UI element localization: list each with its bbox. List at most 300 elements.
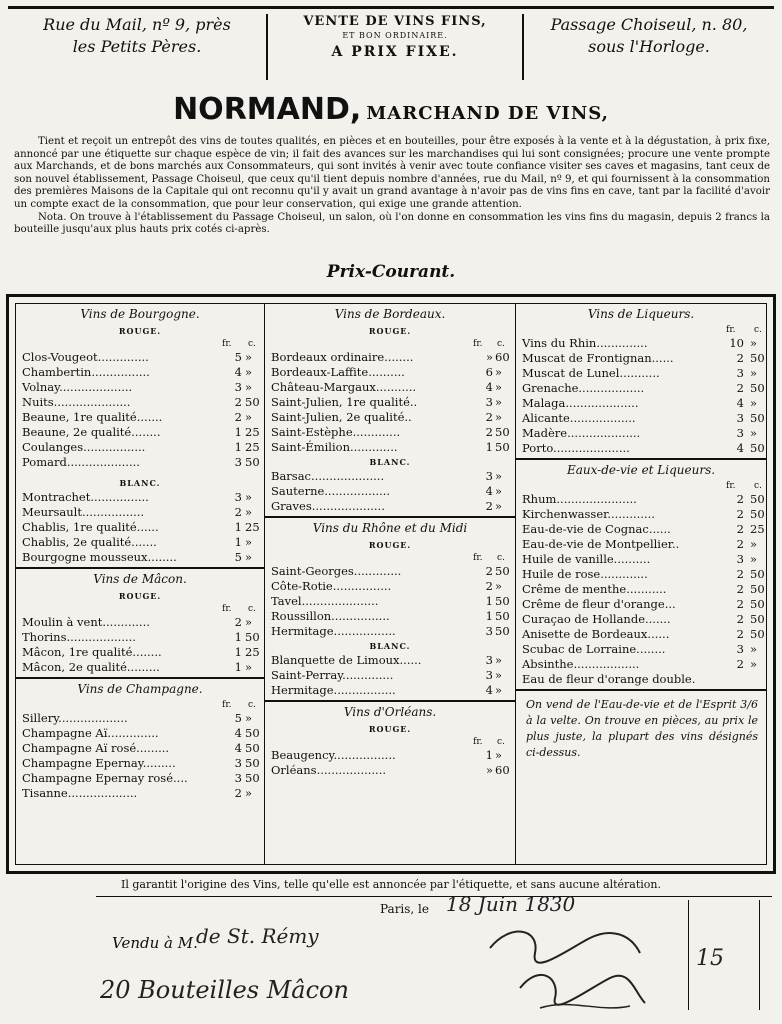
wine-name: Beaune, 2e qualité........ (22, 425, 161, 439)
wine-name: Champagne Aï.............. (22, 726, 159, 740)
price-centimes: » (495, 748, 503, 762)
price-row (16, 535, 264, 550)
price-francs: 4 (736, 396, 744, 410)
price-francs: 4 (736, 441, 744, 455)
handwritten-date: 18 Juin 1830 (446, 892, 576, 916)
price-centimes: 50 (750, 351, 765, 365)
price-francs: 2 (736, 507, 744, 521)
price-francs: 2 (234, 615, 242, 629)
wine-name: Porto..................... (522, 441, 630, 455)
wine-name: Beaugency................. (271, 748, 396, 762)
wine-name: Huile de vanille.......... (522, 552, 651, 566)
subheading-blanc: BLANC. (119, 478, 161, 488)
price-row (16, 490, 264, 505)
price-francs: 2 (736, 522, 744, 536)
subheading-rouge: ROUGE. (118, 326, 162, 336)
unit-c: c. (248, 339, 256, 349)
wine-name: Blanquette de Limoux...... (271, 653, 422, 667)
price-row (16, 645, 264, 660)
price-row (516, 366, 766, 381)
price-francs: 1 (234, 425, 242, 439)
wine-name: Champagne Epernay rosé.... (22, 771, 188, 785)
price-list-heading: Prix-Courant. (326, 262, 456, 282)
price-centimes: » (750, 642, 758, 656)
price-francs: 3 (485, 624, 493, 638)
wine-name: Alicante.................. (522, 411, 636, 425)
price-row (16, 660, 264, 675)
price-row (516, 336, 766, 351)
price-centimes: » (495, 410, 503, 424)
price-centimes: » (245, 535, 253, 549)
price-row (16, 726, 264, 741)
wine-name: Chambertin................ (22, 365, 150, 379)
price-centimes: » (245, 350, 253, 364)
price-row (16, 786, 264, 801)
price-francs: 2 (485, 564, 493, 578)
wine-name: Saint-Julien, 2e qualité.. (271, 410, 412, 424)
price-row (265, 624, 515, 639)
price-row (265, 609, 515, 624)
price-centimes: » (495, 579, 503, 593)
price-centimes: 50 (750, 492, 765, 506)
price-francs: 1 (485, 609, 493, 623)
wine-name: Tavel..................... (271, 594, 379, 608)
unit-header (265, 736, 515, 748)
price-centimes: 50 (495, 609, 510, 623)
price-francs: 2 (736, 597, 744, 611)
list-orleans-rouge (265, 748, 515, 778)
wine-name: Crême de menthe........... (522, 582, 667, 596)
price-francs: 4 (234, 726, 242, 740)
price-francs: 3 (234, 771, 242, 785)
header-center (270, 14, 520, 60)
price-francs: 4 (485, 380, 493, 394)
price-row (516, 642, 766, 657)
price-centimes: » (245, 380, 253, 394)
wine-name: Saint-Perray.............. (271, 668, 394, 682)
price-francs: 3 (485, 668, 493, 682)
header-address-right (522, 14, 774, 80)
section-title-rhone: Vins du Rhône et du Midi (312, 521, 468, 535)
list-eaux-de-vie (516, 492, 766, 687)
price-centimes: 50 (245, 741, 260, 755)
price-centimes: » (495, 365, 503, 379)
price-centimes: 50 (750, 411, 765, 425)
wine-name: Muscat de Lunel........... (522, 366, 660, 380)
wine-name: Côte-Rotie................ (271, 579, 392, 593)
price-francs: 3 (485, 469, 493, 483)
wine-name: Mâcon, 1re qualité........ (22, 645, 162, 659)
wine-name: Malaga.................... (522, 396, 639, 410)
subheading-blanc: BLANC. (369, 457, 411, 467)
wine-name: Montrachet................ (22, 490, 149, 504)
price-centimes: 25 (245, 440, 260, 454)
price-francs: 3 (736, 426, 744, 440)
wine-name: Hermitage................. (271, 683, 396, 697)
column-3 (516, 304, 766, 864)
price-francs: » (485, 763, 493, 777)
price-francs: 1 (234, 520, 242, 534)
price-row (516, 672, 766, 687)
unit-fr: fr. (222, 604, 232, 614)
price-francs: 5 (234, 350, 242, 364)
price-row (265, 653, 515, 668)
price-centimes: » (245, 660, 253, 674)
header-center-line-1: VENTE DE VINS FINS, (303, 14, 487, 29)
price-row (16, 395, 264, 410)
price-francs: 2 (485, 410, 493, 424)
price-centimes: » (750, 657, 758, 671)
price-row (516, 567, 766, 582)
price-row (16, 410, 264, 425)
price-centimes: 50 (245, 630, 260, 644)
unit-header (16, 338, 264, 350)
price-centimes: » (750, 426, 758, 440)
price-row (16, 425, 264, 440)
price-row (516, 381, 766, 396)
merchant-name: NORMAND, (173, 92, 362, 127)
price-row (16, 771, 264, 786)
section-title-macon: Vins de Mâcon. (93, 572, 187, 586)
handwritten-amount: 15 (696, 946, 724, 971)
price-francs: 3 (736, 552, 744, 566)
price-centimes: 50 (750, 582, 765, 596)
wine-name: Kirchenwasser............. (522, 507, 655, 521)
price-centimes: 50 (245, 756, 260, 770)
price-francs: 2 (736, 582, 744, 596)
unit-header (16, 699, 264, 711)
subheading-rouge: ROUGE. (118, 591, 162, 601)
price-centimes: 50 (750, 627, 765, 641)
price-francs: 2 (485, 425, 493, 439)
unit-header (16, 603, 264, 615)
wine-name: Thorins................... (22, 630, 136, 644)
price-francs: 4 (485, 484, 493, 498)
column-1 (16, 304, 265, 864)
price-centimes: 60 (495, 350, 510, 364)
merchant-trade: MARCHAND DE VINS, (366, 103, 609, 124)
wine-name: Absinthe.................. (522, 657, 640, 671)
price-centimes: 50 (245, 726, 260, 740)
price-francs: » (485, 350, 493, 364)
wine-name: Saint-Julien, 1re qualité.. (271, 395, 418, 409)
list-macon-rouge (16, 615, 264, 675)
nota-paragraph: Nota. On trouve à l'établissement du Passage Choiseul, un salon, où l'on donne en consommation les vins fins du magasin, depuis 2 francs la bouteille jusqu'aux plus hauts prix cotés ci-après. (14, 211, 770, 236)
wine-name: Saint-Georges............. (271, 564, 402, 578)
wine-name: Eau de fleur d'orange double. (522, 672, 696, 686)
header-rule (8, 6, 774, 9)
price-francs: 3 (736, 642, 744, 656)
price-centimes: 50 (750, 567, 765, 581)
header-center-line-2: ET BON ORDINAIRE. (342, 31, 448, 40)
price-centimes: 50 (750, 507, 765, 521)
price-row (16, 455, 264, 470)
price-francs: 1 (234, 535, 242, 549)
handwritten-buyer: de St. Rémy (196, 924, 319, 948)
wine-name: Scubac de Lorraine........ (522, 642, 666, 656)
unit-c: c. (497, 553, 505, 563)
subheading-rouge: ROUGE. (368, 326, 412, 336)
price-francs: 2 (736, 627, 744, 641)
price-row (265, 469, 515, 484)
wine-name: Graves.................... (271, 499, 385, 513)
price-francs: 2 (736, 351, 744, 365)
section-title-eaux-de-vie: Eaux-de-vie et Liqueurs. (566, 463, 716, 477)
price-centimes: » (245, 550, 253, 564)
subheading-blanc: BLANC. (369, 641, 411, 651)
price-francs: 3 (234, 380, 242, 394)
wine-name: Tisanne................... (22, 786, 138, 800)
price-centimes: 50 (495, 624, 510, 638)
price-francs: 2 (234, 410, 242, 424)
price-row (516, 657, 766, 672)
price-centimes: » (750, 552, 758, 566)
wine-name: Moulin à vent............. (22, 615, 150, 629)
address-right-line-1: Passage Choiseul, n. 80, (550, 15, 748, 34)
unit-c: c. (248, 604, 256, 614)
price-francs: 2 (736, 381, 744, 395)
price-centimes: 25 (245, 520, 260, 534)
price-centimes: » (495, 668, 503, 682)
price-centimes: 25 (750, 522, 765, 536)
price-centimes: » (245, 365, 253, 379)
price-francs: 3 (485, 653, 493, 667)
price-row (265, 594, 515, 609)
price-row (516, 582, 766, 597)
wine-name: Champagne Epernay......... (22, 756, 176, 770)
price-row (516, 492, 766, 507)
price-row (265, 365, 515, 380)
price-row (265, 668, 515, 683)
price-centimes: » (495, 683, 503, 697)
section-title-champagne: Vins de Champagne. (77, 682, 203, 696)
price-row (265, 350, 515, 365)
unit-fr: fr. (222, 339, 232, 349)
price-row (516, 522, 766, 537)
unit-header (516, 480, 766, 492)
price-row (16, 350, 264, 365)
price-row (516, 507, 766, 522)
unit-c: c. (754, 481, 762, 491)
wine-name: Pomard.................... (22, 455, 140, 469)
wine-name: Saint-Émilion............. (271, 440, 398, 454)
price-francs: 10 (729, 336, 744, 350)
price-centimes: 50 (245, 395, 260, 409)
price-row (16, 380, 264, 395)
price-francs: 2 (485, 499, 493, 513)
price-row (16, 520, 264, 535)
price-centimes: 25 (245, 425, 260, 439)
section-title-orleans: Vins d'Orléans. (343, 705, 437, 719)
wine-name: Coulanges................. (22, 440, 146, 454)
price-francs: 2 (736, 657, 744, 671)
wine-name: Orléans................... (271, 763, 387, 777)
wine-name: Mâcon, 2e qualité......... (22, 660, 160, 674)
section-title-bourgogne: Vins de Bourgogne. (80, 307, 200, 321)
price-francs: 3 (234, 756, 242, 770)
price-row (516, 597, 766, 612)
wine-name: Anisette de Bordeaux...... (522, 627, 670, 641)
price-centimes: » (495, 653, 503, 667)
wine-name: Clos-Vougeot.............. (22, 350, 149, 364)
header-center-line-3: A PRIX FIXE. (331, 44, 459, 60)
wine-name: Eau-de-vie de Cognac...... (522, 522, 671, 536)
price-francs: 2 (736, 537, 744, 551)
section-title-liqueurs: Vins de Liqueurs. (587, 307, 695, 321)
price-centimes: » (245, 490, 253, 504)
list-bordeaux-blanc (265, 469, 515, 514)
price-francs: 3 (234, 455, 242, 469)
price-centimes: » (245, 410, 253, 424)
intro-text (14, 136, 770, 237)
price-centimes: » (245, 786, 253, 800)
price-row (516, 612, 766, 627)
price-centimes: » (245, 711, 253, 725)
price-francs: 4 (234, 741, 242, 755)
price-centimes: 60 (495, 763, 510, 777)
price-francs: 3 (736, 366, 744, 380)
price-francs: 5 (234, 550, 242, 564)
price-francs: 5 (234, 711, 242, 725)
price-list-frame (6, 294, 776, 874)
price-francs: 2 (736, 492, 744, 506)
wine-name: Bordeaux-Laffite.......... (271, 365, 405, 379)
price-row (16, 550, 264, 565)
list-bourgogne-rouge (16, 350, 264, 470)
price-centimes: 50 (495, 440, 510, 454)
price-row (516, 396, 766, 411)
wine-name: Muscat de Frontignan...... (522, 351, 674, 365)
price-francs: 1 (485, 594, 493, 608)
wine-name: Grenache.................. (522, 381, 645, 395)
wine-name: Chablis, 1re qualité...... (22, 520, 159, 534)
handwritten-signature (480, 918, 650, 1018)
list-bourgogne-blanc (16, 490, 264, 565)
unit-c: c. (754, 325, 762, 335)
price-francs: 3 (234, 490, 242, 504)
paris-date-label: Paris, le (380, 902, 429, 916)
price-row (265, 425, 515, 440)
price-row (265, 564, 515, 579)
price-row (265, 380, 515, 395)
column-2 (265, 304, 516, 864)
price-francs: 2 (736, 612, 744, 626)
wine-name: Roussillon................ (271, 609, 390, 623)
wine-name: Beaune, 1re qualité....... (22, 410, 163, 424)
price-row (516, 411, 766, 426)
address-left-line-2: les Petits Pères. (72, 37, 202, 56)
price-francs: 1 (485, 440, 493, 454)
unit-fr: fr. (473, 339, 483, 349)
price-francs: 1 (234, 660, 242, 674)
price-row (265, 748, 515, 763)
unit-c: c. (497, 339, 505, 349)
price-row (16, 711, 264, 726)
unit-fr: fr. (726, 325, 736, 335)
price-row (16, 756, 264, 771)
price-row (16, 440, 264, 455)
price-centimes: 50 (245, 771, 260, 785)
wine-name: Chablis, 2e qualité....... (22, 535, 157, 549)
sales-note: On vend de l'Eau-de-vie et de l'Esprit 3/6 à la velte. On trouve en pièces, au prix le plus juste, la plupart des vins désignés ci-dessus. (526, 698, 758, 759)
price-centimes: 50 (750, 441, 765, 455)
wine-name: Saint-Estèphe............. (271, 425, 401, 439)
wine-name: Volnay.................... (22, 380, 133, 394)
intro-paragraph: Tient et reçoit un entrepôt des vins de toutes qualités, en pièces et en bouteilles, pour être exposés à la vente et à la dégustation, à prix fixe, annoncé par une étiquette sur chaque espèce de vin; il fait des avances sur les marchandises qui lui sont consignées; procure une vente prompte aux Marchands, et de bons marchés aux Consommateurs, qui sont invités à venir avec toute confiance visiter ses caves et magasins, tant ceux de son nouvel établissement, Passage Choiseul, que ceux qu'il tient depuis nombre d'années, rue du Mail, nº 9, et qui fournissent à la consommation des premières Maisons de la Capitale qui ont reconnu qu'il y avait un grand avantage à n'avoir pas de vins fins en cave, tant par la facilité d'avoir un compte exact de la consommation, que pour leur conservation, qui exige une grande attention. (14, 136, 770, 210)
wine-name: Meursault................. (22, 505, 145, 519)
price-centimes: 50 (750, 381, 765, 395)
sold-to-label: Vendu à M. (112, 934, 198, 952)
wine-name: Madère.................... (522, 426, 641, 440)
price-francs: 2 (234, 395, 242, 409)
wine-name: Huile de rose............. (522, 567, 648, 581)
wine-name: Vins du Rhin.............. (522, 336, 648, 350)
wine-name: Barsac.................... (271, 469, 385, 483)
wine-name: Rhum...................... (522, 492, 637, 506)
price-centimes: 50 (495, 564, 510, 578)
header-address-left (8, 14, 268, 80)
price-centimes: 50 (245, 455, 260, 469)
price-row (265, 763, 515, 778)
wine-name: Sillery................... (22, 711, 128, 725)
price-francs: 6 (485, 365, 493, 379)
price-centimes: » (495, 395, 503, 409)
unit-fr: fr. (473, 737, 483, 747)
wine-name: Bordeaux ordinaire........ (271, 350, 414, 364)
address-left-line-1: Rue du Mail, nº 9, près (43, 15, 231, 34)
wine-name: Eau-de-vie de Montpellier.. (522, 537, 680, 551)
merchant-title (0, 92, 782, 127)
price-centimes: » (245, 505, 253, 519)
list-champagne (16, 711, 264, 801)
price-francs: 2 (485, 579, 493, 593)
subheading-rouge: ROUGE. (368, 540, 412, 550)
receipt-rule (96, 896, 772, 897)
list-rhone-rouge (265, 564, 515, 639)
price-centimes: » (495, 484, 503, 498)
price-centimes: » (245, 615, 253, 629)
wine-name: Crême de fleur d'orange... (522, 597, 676, 611)
price-francs: 1 (485, 748, 493, 762)
price-row (265, 579, 515, 594)
list-liqueurs (516, 336, 766, 456)
price-row (516, 537, 766, 552)
price-centimes: 50 (750, 612, 765, 626)
price-centimes: 50 (495, 425, 510, 439)
price-row (516, 441, 766, 456)
price-row (516, 552, 766, 567)
wine-name: Nuits..................... (22, 395, 131, 409)
price-francs: 4 (485, 683, 493, 697)
price-row (516, 351, 766, 366)
price-francs: 1 (234, 440, 242, 454)
wine-name: Château-Margaux........... (271, 380, 417, 394)
price-row (265, 440, 515, 455)
price-list-inner (15, 303, 767, 865)
price-centimes: » (495, 469, 503, 483)
price-row (516, 426, 766, 441)
price-row (16, 505, 264, 520)
price-row (516, 627, 766, 642)
price-row (265, 484, 515, 499)
price-row (16, 615, 264, 630)
unit-header (265, 338, 515, 350)
wine-name: Curaçao de Hollande....... (522, 612, 671, 626)
unit-header (265, 552, 515, 564)
price-centimes: » (750, 396, 758, 410)
price-row (265, 410, 515, 425)
price-row (16, 741, 264, 756)
